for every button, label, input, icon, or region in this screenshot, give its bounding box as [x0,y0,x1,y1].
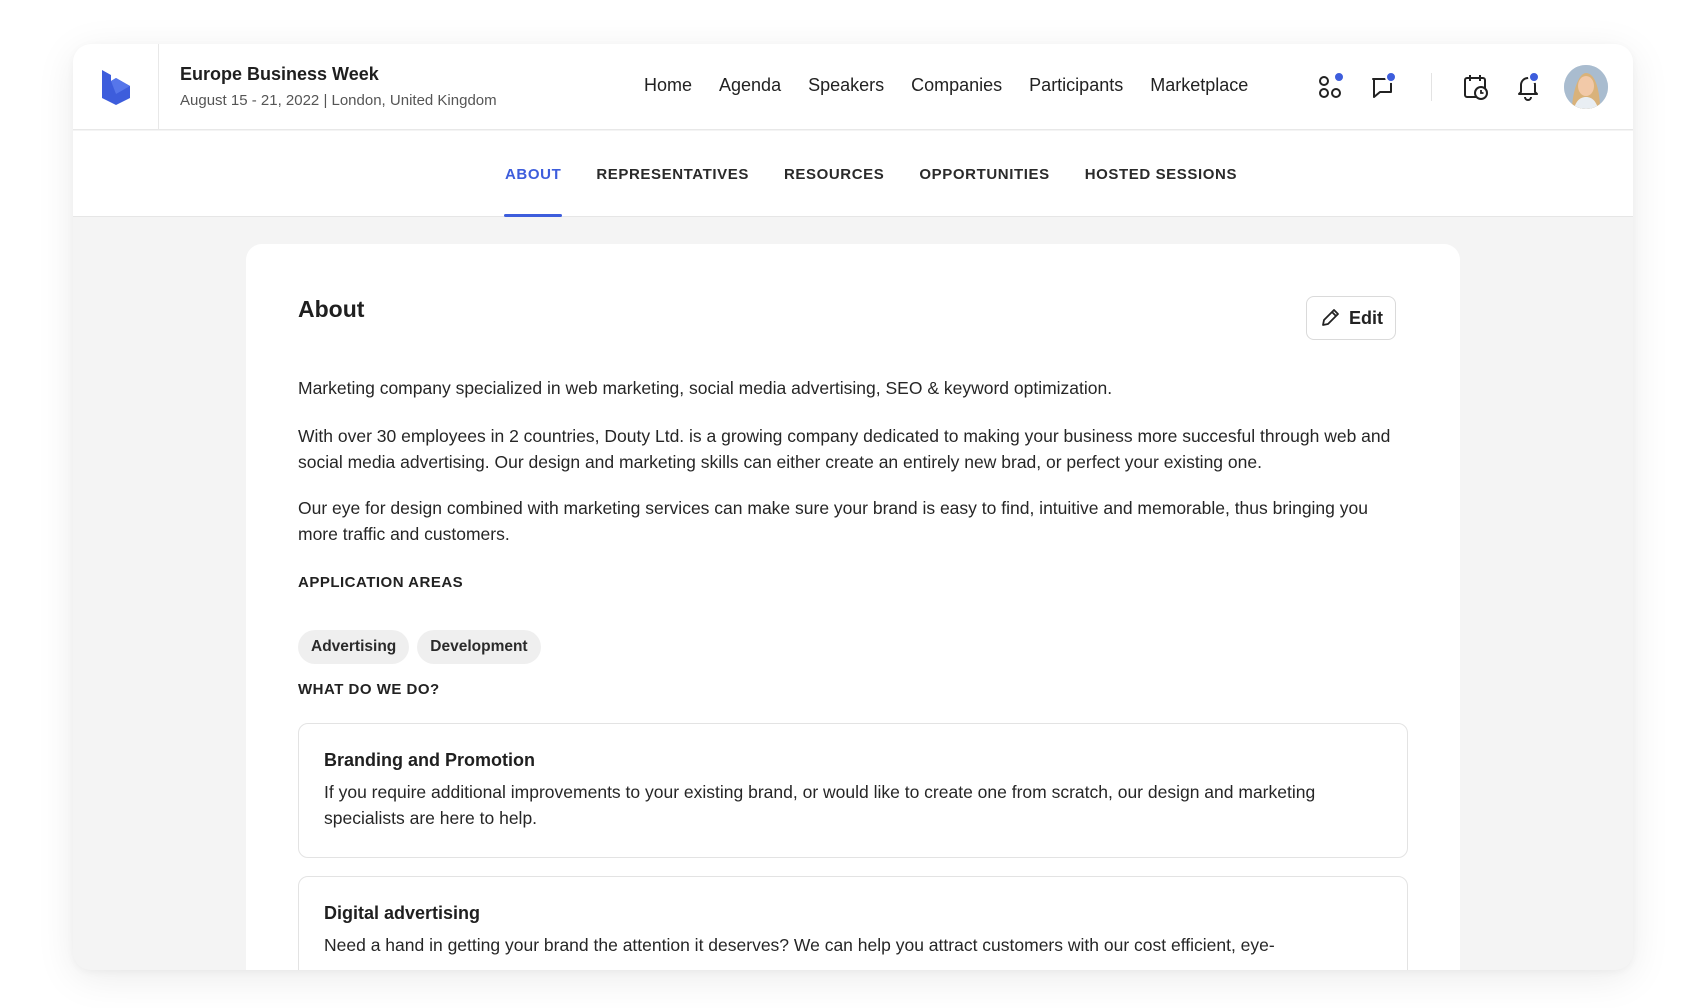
about-paragraph: Our eye for design combined with marketing services can make sure your brand is easy to find, intuitive and memorable, thus bringing you more traffic and customers. [298,498,1368,544]
event-subtitle: August 15 - 21, 2022 | London, United Kingdom [180,92,497,109]
what-we-do-label: WHAT DO WE DO? [298,681,440,698]
app-window [73,44,1633,970]
pencil-icon [1319,307,1341,329]
service-text: If you require additional improvements to your existing brand, or would like to create one from scratch, our design and marketing specialists are here to help. [324,782,1316,828]
top-bar [73,44,1633,130]
avatar-image [1564,65,1608,109]
tab-hosted-sessions[interactable]: HOSTED SESSIONS [1084,165,1238,183]
about-title: About [298,296,365,322]
chat-notification-dot [1385,71,1397,83]
header-icons [1313,69,1546,105]
nav-agenda[interactable]: Agenda [719,75,782,95]
service-title: Branding and Promotion [324,750,535,770]
icon-divider [1431,73,1432,101]
logo[interactable] [73,44,159,130]
service-title: Digital advertising [324,903,481,923]
event-title: Europe Business Week [180,64,379,84]
tab-bar [73,131,1633,217]
service-card [298,723,1408,858]
calendar-clock-icon [1461,72,1491,102]
about-paragraph: Marketing company specialized in web marketing, social media advertising, SEO & keyword optimization. [298,378,1113,398]
chip-development[interactable]: Development [417,630,540,664]
tab-resources[interactable]: RESOURCES [783,165,885,183]
schedule-button[interactable] [1458,69,1494,105]
apps-button[interactable] [1313,69,1349,105]
main-nav [644,75,1248,96]
tab-opportunities[interactable]: OPPORTUNITIES [919,165,1050,183]
apps-notification-dot [1333,71,1345,83]
notifications-button[interactable] [1510,69,1546,105]
nav-speakers[interactable]: Speakers [808,75,885,95]
user-avatar[interactable] [1564,65,1608,109]
nav-home[interactable]: Home [644,75,693,95]
tabs [505,131,1237,217]
edit-label: Edit [1349,307,1383,328]
nav-participants[interactable]: Participants [1029,75,1124,95]
application-areas-label: APPLICATION AREAS [298,574,464,591]
logo-icon [100,68,132,106]
nav-companies[interactable]: Companies [911,75,1003,95]
chat-button[interactable] [1365,69,1401,105]
service-card [298,876,1408,970]
application-areas [298,630,541,664]
notifications-dot [1528,71,1540,83]
tab-about[interactable]: ABOUT [505,131,561,217]
chip-advertising[interactable]: Advertising [298,630,409,664]
about-card [246,244,1460,970]
service-text: Need a hand in getting your brand the attention it deserves? We can help you attract customers with our cost efficient, eye- [324,935,1275,955]
nav-marketplace[interactable]: Marketplace [1150,75,1249,95]
about-paragraph: With over 30 employees in 2 countries, Douty Ltd. is a growing company dedicated to making your business more succesful through web and social media advertising. Our design and marketing skills can either create an entirely new brad, or perfect your existing one. [298,426,1391,472]
edit-button[interactable] [1306,296,1396,340]
tab-representatives[interactable]: REPRESENTATIVES [596,165,749,183]
